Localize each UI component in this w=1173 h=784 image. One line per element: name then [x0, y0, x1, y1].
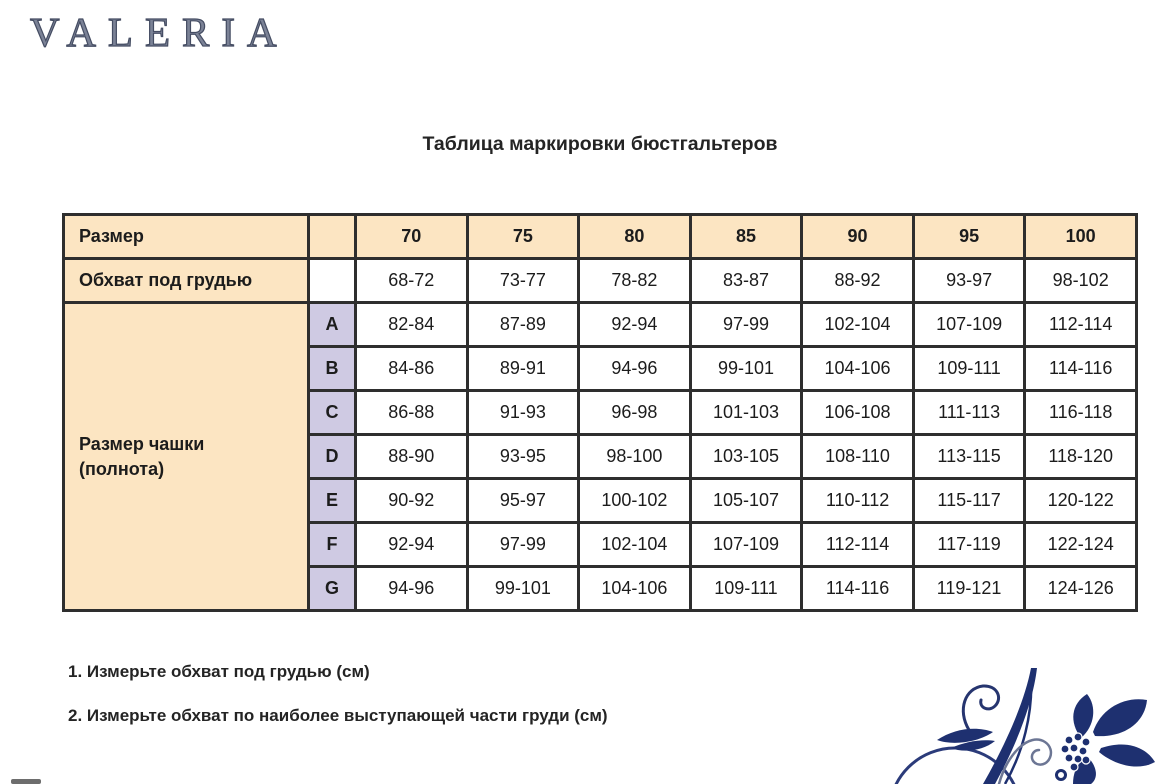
underbust-value-cell: 68-72	[356, 259, 468, 303]
cup-value-cell: 108-110	[802, 435, 914, 479]
cup-letter-cell: D	[309, 435, 356, 479]
underbust-row	[64, 259, 1137, 303]
cup-value-cell: 90-92	[356, 479, 468, 523]
underbust-value-cell: 88-92	[802, 259, 914, 303]
size-header-row	[64, 215, 1137, 259]
floral-ornament-graphic	[881, 666, 1173, 784]
measurement-instructions	[68, 660, 608, 748]
bra-size-table	[62, 213, 1138, 612]
underbust-value-cell: 93-97	[913, 259, 1025, 303]
size-col-header: 75	[467, 215, 579, 259]
cup-letter-cell: G	[309, 567, 356, 611]
cup-value-cell: 115-117	[913, 479, 1025, 523]
cup-value-cell: 106-108	[802, 391, 914, 435]
cup-value-cell: 109-111	[690, 567, 802, 611]
size-col-header: 90	[802, 215, 914, 259]
cup-section-label	[64, 303, 309, 611]
cup-value-cell: 105-107	[690, 479, 802, 523]
cup-value-cell: 99-101	[467, 567, 579, 611]
underbust-value-cell: 83-87	[690, 259, 802, 303]
cup-value-cell: 82-84	[356, 303, 468, 347]
cup-value-cell: 109-111	[913, 347, 1025, 391]
size-col-header: 95	[913, 215, 1025, 259]
cup-letter-cell: F	[309, 523, 356, 567]
cup-value-cell: 95-97	[467, 479, 579, 523]
underbust-value-cell: 98-102	[1025, 259, 1137, 303]
cup-value-cell: 100-102	[579, 479, 691, 523]
cup-letter-cell: E	[309, 479, 356, 523]
cup-value-cell: 119-121	[913, 567, 1025, 611]
cup-value-cell: 94-96	[356, 567, 468, 611]
ornament-stem	[983, 668, 1037, 784]
flower-petal	[1099, 744, 1155, 766]
size-col-header: 100	[1025, 215, 1137, 259]
page-title: Таблица маркировки бюстгальтеров	[422, 133, 778, 155]
cup-value-cell: 114-116	[1025, 347, 1137, 391]
underbust-value-cell: 78-82	[579, 259, 691, 303]
cup-value-cell: 98-100	[579, 435, 691, 479]
instruction-step-2: 2. Измерьте обхват по наиболее выступающей части груди (см)	[68, 706, 608, 725]
cup-value-cell: 111-113	[913, 391, 1025, 435]
flower-petal	[1093, 699, 1147, 736]
size-col-header: 85	[690, 215, 802, 259]
flower-petal	[1073, 694, 1093, 738]
ornament-spiral-curl	[963, 686, 998, 730]
flower-ring-dot	[1057, 771, 1066, 780]
cup-value-cell: 89-91	[467, 347, 579, 391]
cup-value-cell: 88-90	[356, 435, 468, 479]
size-col-header: 80	[579, 215, 691, 259]
cup-value-cell: 107-109	[690, 523, 802, 567]
underbust-row-label: Обхват под грудью	[64, 259, 309, 303]
cup-value-cell: 92-94	[356, 523, 468, 567]
brand-logo: VALERIA	[30, 9, 289, 55]
cup-value-cell: 99-101	[690, 347, 802, 391]
cup-section-label-line1: Размер чашки	[79, 434, 205, 455]
size-table-body	[64, 215, 1137, 611]
cup-value-cell: 96-98	[579, 391, 691, 435]
cup-value-cell: 110-112	[802, 479, 914, 523]
cup-value-cell: 104-106	[579, 567, 691, 611]
size-row-label: Размер	[64, 215, 309, 259]
cup-value-cell: 107-109	[913, 303, 1025, 347]
cup-section-label-line2: (полнота)	[79, 458, 165, 479]
cup-letter-cell: B	[309, 347, 356, 391]
cup-value-cell: 93-95	[467, 435, 579, 479]
cup-value-cell: 101-103	[690, 391, 802, 435]
cup-value-cell: 86-88	[356, 391, 468, 435]
cup-value-cell: 118-120	[1025, 435, 1137, 479]
cup-value-cell: 102-104	[579, 523, 691, 567]
cup-value-cell: 114-116	[802, 567, 914, 611]
cup-value-cell: 87-89	[467, 303, 579, 347]
cup-value-cell: 92-94	[579, 303, 691, 347]
cup-value-cell: 122-124	[1025, 523, 1137, 567]
cup-value-cell: 94-96	[579, 347, 691, 391]
cup-value-cell: 97-99	[690, 303, 802, 347]
cup-value-cell: 84-86	[356, 347, 468, 391]
instruction-step-1: 1. Измерьте обхват под грудью (см)	[68, 662, 370, 681]
cup-value-cell: 113-115	[913, 435, 1025, 479]
cup-value-cell: 117-119	[913, 523, 1025, 567]
cup-value-cell: 91-93	[467, 391, 579, 435]
underbust-spacer-cell	[309, 259, 356, 303]
underbust-value-cell: 73-77	[467, 259, 579, 303]
cup-value-cell: 104-106	[802, 347, 914, 391]
cup-value-cell: 102-104	[802, 303, 914, 347]
cropped-text-fragment	[11, 779, 41, 784]
cup-value-cell: 120-122	[1025, 479, 1137, 523]
cup-letter-cell: A	[309, 303, 356, 347]
cup-value-cell: 112-114	[1025, 303, 1137, 347]
cup-value-cell: 124-126	[1025, 567, 1137, 611]
size-row-spacer-cell	[309, 215, 356, 259]
size-col-header: 70	[356, 215, 468, 259]
cup-row-A	[64, 303, 1137, 347]
cup-letter-cell: C	[309, 391, 356, 435]
cup-value-cell: 97-99	[467, 523, 579, 567]
cup-value-cell: 103-105	[690, 435, 802, 479]
cup-value-cell: 116-118	[1025, 391, 1137, 435]
cup-value-cell: 112-114	[802, 523, 914, 567]
